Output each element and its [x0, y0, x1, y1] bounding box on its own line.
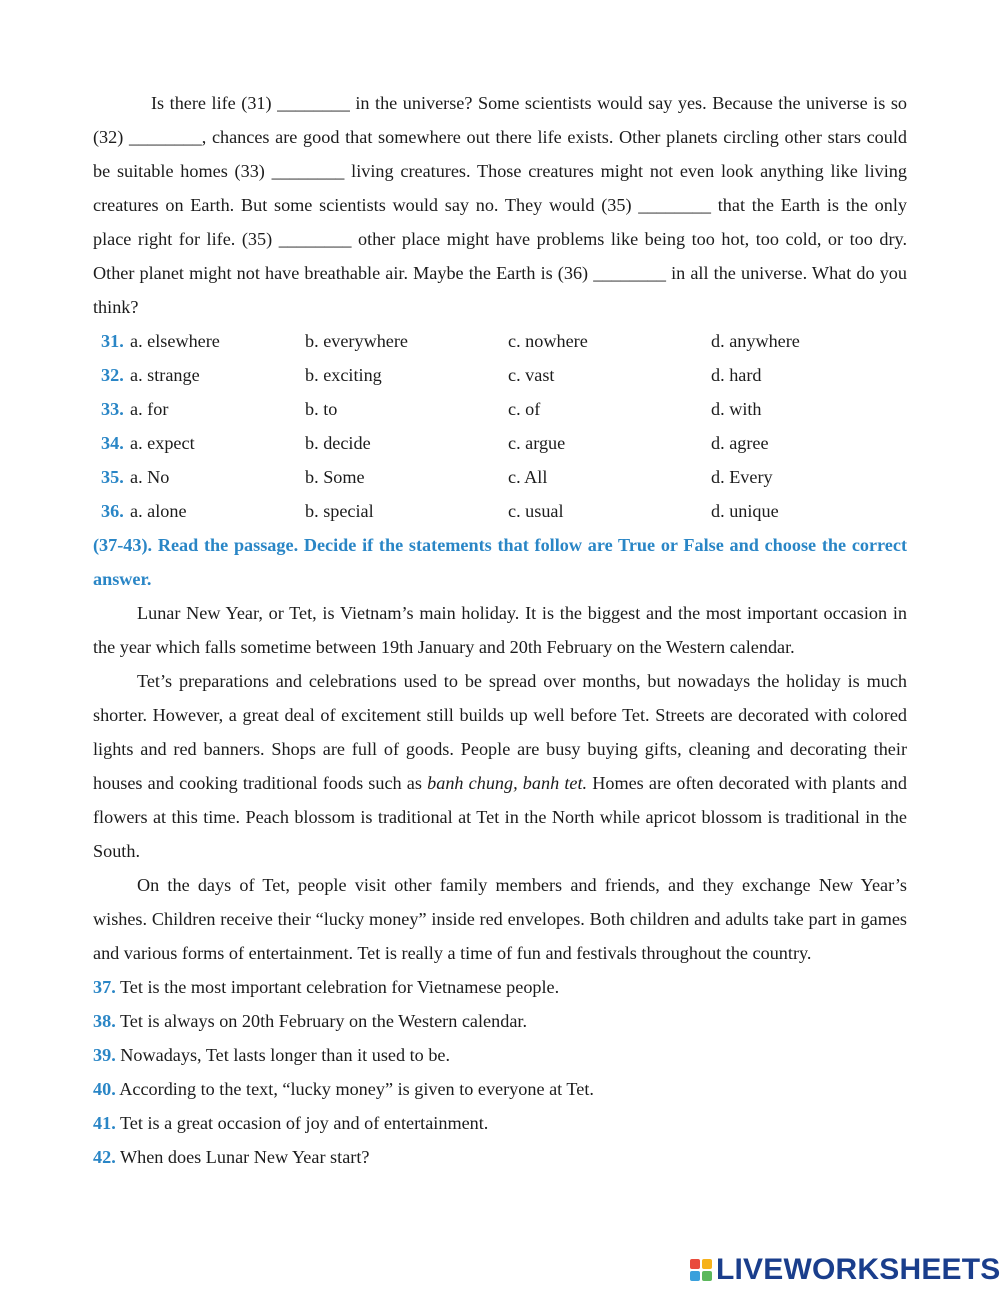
option-b[interactable]: b. exciting: [305, 365, 382, 385]
question-34-row: [93, 426, 907, 460]
option-a[interactable]: a. strange: [130, 365, 200, 385]
logo-text: LIVEWORKSHEETS: [716, 1253, 1000, 1286]
liveworksheets-logo[interactable]: [690, 1252, 1000, 1288]
question-33-row: [93, 392, 907, 426]
passage-tet-p1: Lunar New Year, or Tet, is Vietnam’s main holiday. It is the biggest and the most important occasion in the year which falls sometime between 19th January and 20th February on the Western calendar.: [93, 603, 907, 657]
p2-text-after: Homes are often decorated with plants and flowers at this time. Peach blossom is traditional at Tet in the North while apricot blossom is traditional in the South.: [93, 773, 907, 861]
logo-squares-icon: [690, 1259, 712, 1281]
statement-38: [93, 1004, 907, 1038]
question-number: 36.: [101, 501, 124, 521]
question-35-row: [93, 460, 907, 494]
question-32-row: [93, 358, 907, 392]
option-b[interactable]: b. everywhere: [305, 331, 409, 351]
statements-list: [93, 970, 907, 1174]
option-b[interactable]: b. Some: [305, 467, 365, 487]
option-d[interactable]: d. unique: [711, 501, 779, 521]
option-c[interactable]: c. vast: [508, 365, 555, 385]
option-a[interactable]: a. alone: [130, 501, 187, 521]
option-b[interactable]: b. decide: [305, 433, 371, 453]
statement-number: 37.: [93, 977, 116, 997]
statement-39: [93, 1038, 907, 1072]
statement-text: According to the text, “lucky money” is given to everyone at Tet.: [119, 1079, 594, 1099]
question-36-row: [93, 494, 907, 528]
option-d[interactable]: d. anywhere: [711, 331, 800, 351]
statement-text: Nowadays, Tet lasts longer than it used to be.: [120, 1045, 451, 1065]
option-c[interactable]: c. nowhere: [508, 331, 588, 351]
option-c[interactable]: c. All: [508, 467, 548, 487]
statement-41: [93, 1106, 907, 1140]
question-number: 31.: [101, 331, 124, 351]
option-b[interactable]: b. special: [305, 501, 374, 521]
statement-text: Tet is a great occasion of joy and of entertainment.: [119, 1113, 489, 1133]
statement-42: [93, 1140, 907, 1174]
option-c[interactable]: c. of: [508, 399, 541, 419]
statement-number: 40.: [93, 1079, 116, 1099]
statement-37: [93, 970, 907, 1004]
statement-text: Tet is the most important celebration for Vietnamese people.: [119, 977, 560, 997]
question-number: 33.: [101, 399, 124, 419]
option-d[interactable]: d. hard: [711, 365, 762, 385]
question-31-row: [93, 324, 907, 358]
option-a[interactable]: a. for: [130, 399, 169, 419]
p2-italic-foods: banh chung, banh tet.: [427, 773, 588, 793]
option-c[interactable]: c. argue: [508, 433, 566, 453]
option-d[interactable]: d. Every: [711, 467, 773, 487]
statement-40: [93, 1072, 907, 1106]
p2-text-before: Tet’s preparations and celebrations used to be spread over months, but nowadays the holiday is much shorter. However, a great deal of excitement still builds up well before Tet. Streets are decorated with colored lights and red banners. Shops are full of goods. People are busy buying gifts, cleaning and decorating their houses and cooking traditional foods such as: [93, 671, 907, 793]
statement-text: When does Lunar New Year start?: [119, 1147, 370, 1167]
worksheet-page: [93, 86, 907, 1174]
option-d[interactable]: d. with: [711, 399, 762, 419]
statement-number: 42.: [93, 1147, 116, 1167]
statement-text: Tet is always on 20th February on the Western calendar.: [119, 1011, 527, 1031]
option-b[interactable]: b. to: [305, 399, 338, 419]
option-d[interactable]: d. agree: [711, 433, 769, 453]
passage-tet-p2: [93, 664, 907, 868]
statement-number: 39.: [93, 1045, 116, 1065]
question-number: 34.: [101, 433, 124, 453]
option-a[interactable]: a. expect: [130, 433, 195, 453]
passage-universe: Is there life (31) ________ in the universe? Some scientists would say yes. Because the universe is so (32) ________, chances are good that somewhere out there life exists. Other planets circling other stars could be suitable homes (33) ________ living creatures. Those creatures might not even look anything like living creatures on Earth. But some scientists would say no. They would (35) ________ that the Earth is the only place right for life. (35) ________ other place might have problems like being too hot, too cold, or too dry. Other planet might not have breathable air. Maybe the Earth is (36) ________ in all the universe. What do you think?: [93, 93, 907, 317]
section-instruction: (37-43). Read the passage. Decide if the statements that follow are True or False and choose the correct answer.: [93, 535, 907, 589]
question-number: 32.: [101, 365, 124, 385]
option-c[interactable]: c. usual: [508, 501, 564, 521]
statement-number: 41.: [93, 1113, 116, 1133]
option-a[interactable]: a. elsewhere: [130, 331, 220, 351]
choices-31-36: [93, 324, 907, 528]
question-number: 35.: [101, 467, 124, 487]
option-a[interactable]: a. No: [130, 467, 170, 487]
statement-number: 38.: [93, 1011, 116, 1031]
passage-tet-p3: On the days of Tet, people visit other family members and friends, and they exchange New Year’s wishes. Children receive their “lucky money” inside red envelopes. Both children and adults take part in games and various forms of entertainment. Tet is really a time of fun and festivals throughout the country.: [93, 875, 907, 963]
